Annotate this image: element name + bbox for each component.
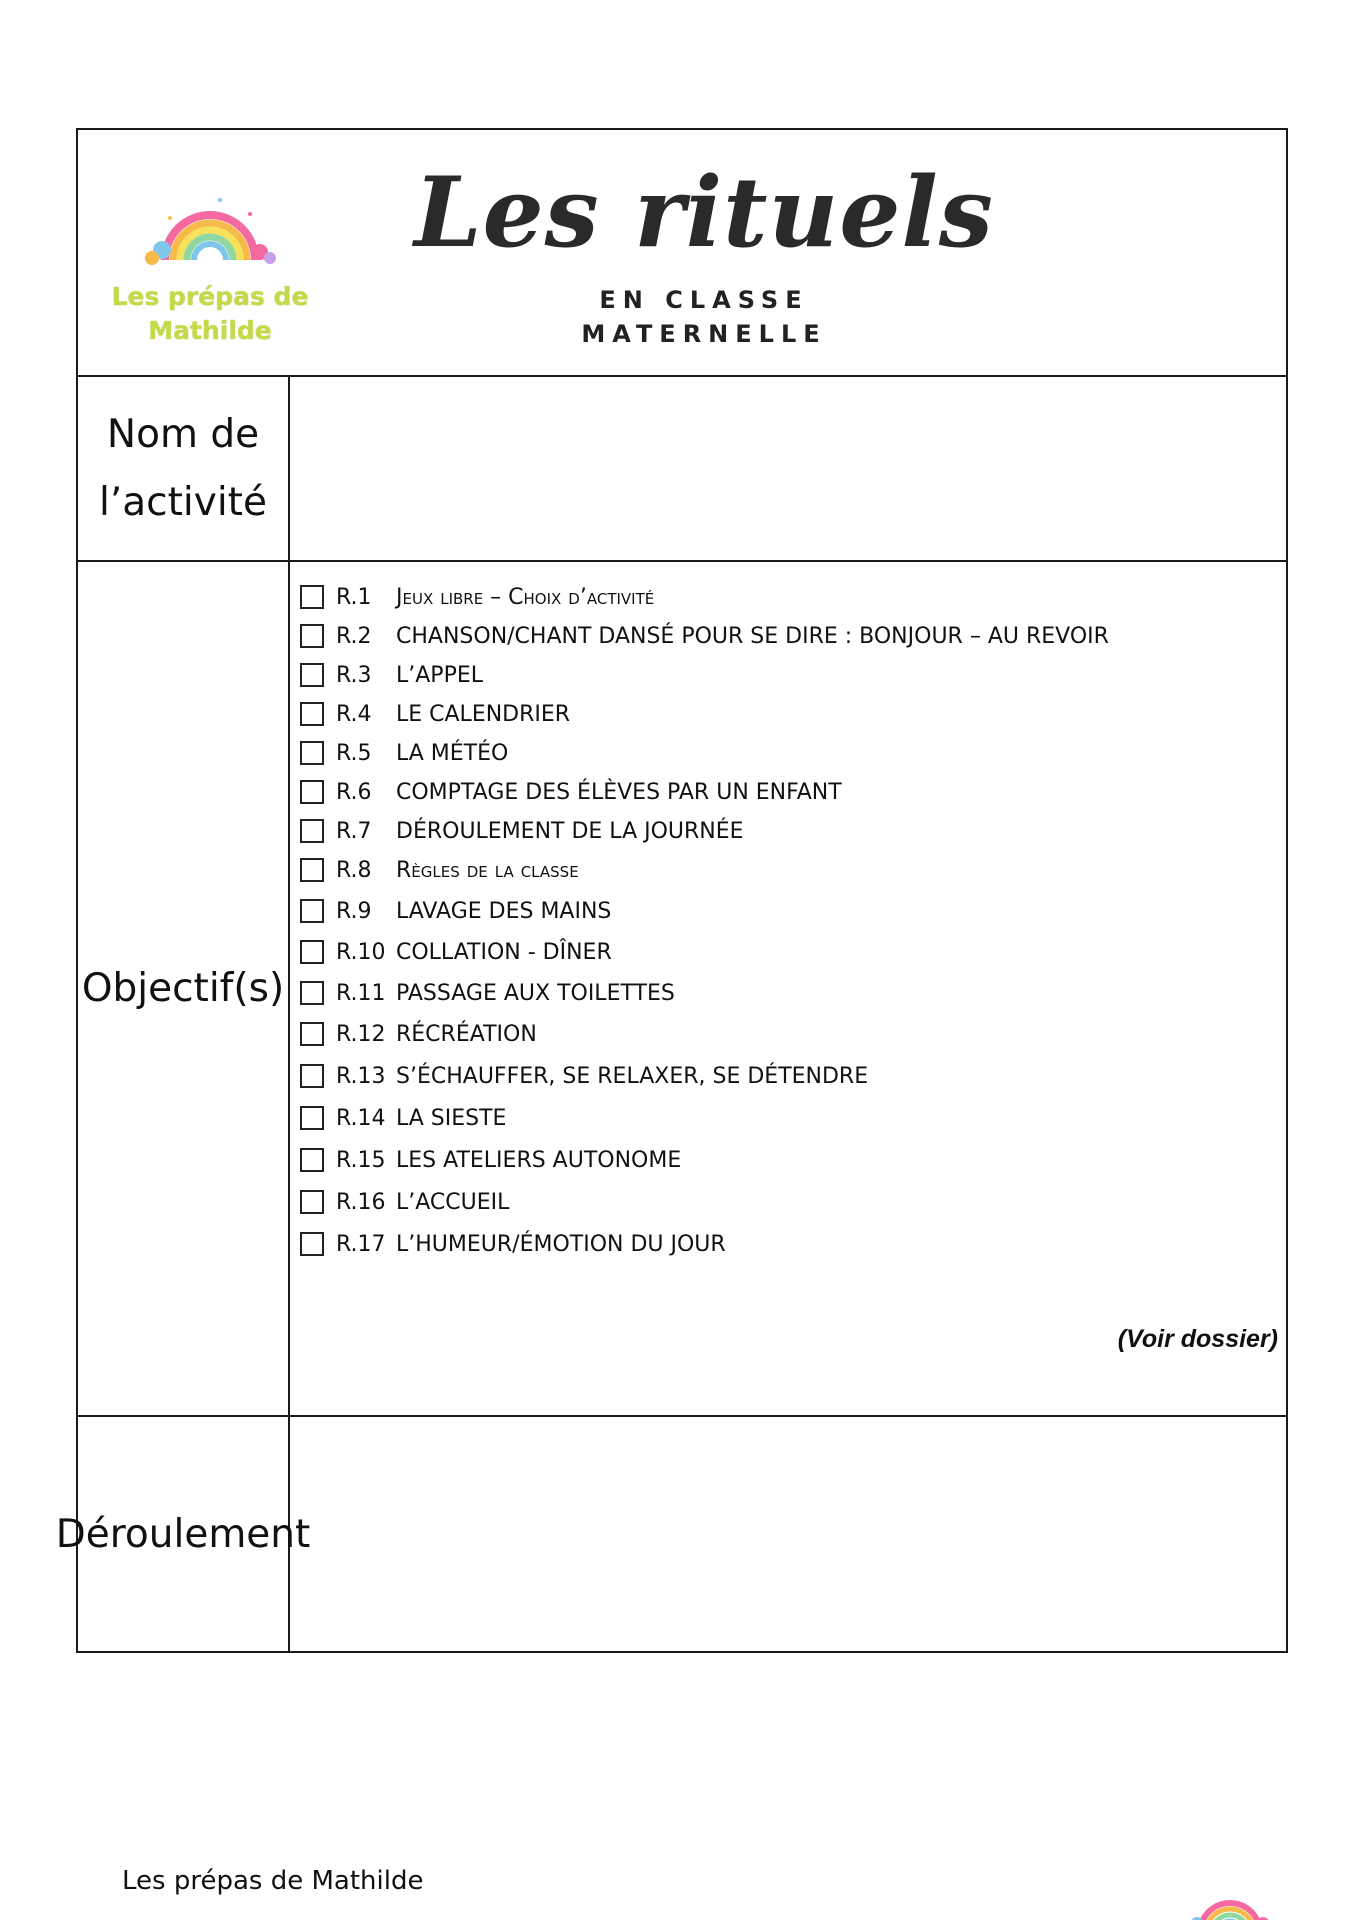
ritual-label: LA MÉTÉO: [396, 740, 509, 766]
objectives-label: Objectif(s): [81, 965, 285, 1011]
rainbow-icon: [1185, 1873, 1275, 1920]
activity-name-label-line2: l’activité: [99, 479, 267, 525]
checklist-item: [300, 1103, 506, 1133]
ritual-code: R.4: [336, 701, 372, 727]
checklist-item: [300, 699, 570, 729]
checkbox[interactable]: [300, 940, 324, 964]
checklist-item: [300, 1019, 537, 1049]
footer-text: Les prépas de Mathilde: [122, 1866, 424, 1896]
subtitle-line1: EN CLASSE: [599, 286, 809, 314]
checklist-item: [300, 1061, 868, 1091]
checkbox[interactable]: [300, 1064, 324, 1088]
ritual-code: R.13: [336, 1063, 386, 1089]
ritual-label: CHANSON/CHANT DANSÉ POUR SE DIRE : BONJOUR – AU REVOIR: [396, 623, 1109, 649]
checkbox[interactable]: [300, 624, 324, 648]
ritual-label: LA SIESTE: [396, 1105, 507, 1131]
ritual-code: R.6: [336, 779, 372, 805]
ritual-code: R.9: [336, 898, 372, 924]
logo-text-line1: Les prépas de: [111, 282, 309, 311]
checkbox[interactable]: [300, 780, 324, 804]
ritual-label: Règles de la classe: [396, 857, 579, 883]
see-folder-note: (Voir dossier): [1117, 1325, 1278, 1353]
ritual-label: COLLATION - DÎNER: [396, 939, 612, 965]
checklist-item: [300, 1187, 509, 1217]
ritual-code: R.15: [336, 1147, 386, 1173]
checklist-item: [300, 1229, 726, 1259]
checkbox[interactable]: [300, 981, 324, 1005]
activity-name-label-line1: Nom de: [106, 411, 260, 457]
ritual-code: R.3: [336, 662, 372, 688]
ritual-label: DÉROULEMENT DE LA JOURNÉE: [396, 818, 744, 844]
checkbox[interactable]: [300, 663, 324, 687]
ritual-label: PASSAGE AUX TOILETTES: [396, 980, 675, 1006]
ritual-sheet: [55, 128, 1288, 1653]
checkbox[interactable]: [300, 1148, 324, 1172]
checkbox[interactable]: [300, 858, 324, 882]
ritual-code: R.14: [336, 1105, 386, 1131]
ritual-code: R.5: [336, 740, 372, 766]
checklist-item: [300, 621, 1109, 651]
checkbox[interactable]: [300, 899, 324, 923]
activity-name-label: [78, 377, 288, 560]
ritual-code: R.12: [336, 1021, 386, 1047]
ritual-code: R.1: [336, 584, 372, 610]
ritual-label: RÉCRÉATION: [396, 1021, 537, 1047]
ritual-label: LES ATELIERS AUTONOME: [396, 1147, 682, 1173]
ritual-label: LAVAGE DES MAINS: [396, 898, 612, 924]
ritual-label: LE CALENDRIER: [396, 701, 571, 727]
progress-field[interactable]: [290, 1417, 1288, 1653]
checklist-item: [300, 937, 612, 967]
ritual-label: S’ÉCHAUFFER, SE RELAXER, SE DÉTENDRE: [396, 1063, 869, 1089]
ritual-code: R.7: [336, 818, 372, 844]
footer-logo: [1185, 1873, 1275, 1920]
checkbox[interactable]: [300, 1190, 324, 1214]
checklist-item: [300, 660, 483, 690]
checkbox[interactable]: [300, 1232, 324, 1256]
checkbox[interactable]: [300, 741, 324, 765]
ritual-code: R.8: [336, 857, 372, 883]
activity-name-field[interactable]: [290, 377, 1288, 560]
checklist-item: [300, 816, 744, 846]
ritual-label: L’HUMEUR/ÉMOTION DU JOUR: [396, 1231, 726, 1257]
subtitle-line2: MATERNELLE: [581, 320, 827, 348]
checklist-item: [300, 855, 579, 885]
ritual-code: R.11: [336, 980, 386, 1006]
checklist-item: [300, 738, 508, 768]
checklist-item: [300, 582, 654, 612]
checkbox[interactable]: [300, 819, 324, 843]
ritual-code: R.17: [336, 1231, 386, 1257]
checkbox[interactable]: [300, 1106, 324, 1130]
ritual-code: R.10: [336, 939, 386, 965]
checklist-item: [300, 1145, 681, 1175]
checklist-item: [300, 896, 611, 926]
ritual-label: L’APPEL: [396, 662, 483, 688]
progress-label: Déroulement: [55, 1512, 311, 1557]
checkbox[interactable]: [300, 585, 324, 609]
checklist-item: [300, 777, 842, 807]
logo-text-line2: Mathilde: [148, 316, 272, 345]
checkbox[interactable]: [300, 702, 324, 726]
ritual-label: Jeux libre – Choix d’activité: [396, 584, 655, 610]
checklist-item: [300, 978, 675, 1008]
page-title: Les rituels: [414, 156, 994, 269]
ritual-code: R.2: [336, 623, 372, 649]
ritual-code: R.16: [336, 1189, 386, 1215]
checkbox[interactable]: [300, 1022, 324, 1046]
ritual-label: L’ACCUEIL: [396, 1189, 510, 1215]
ritual-label: COMPTAGE DES ÉLÈVES PAR UN ENFANT: [396, 779, 842, 805]
